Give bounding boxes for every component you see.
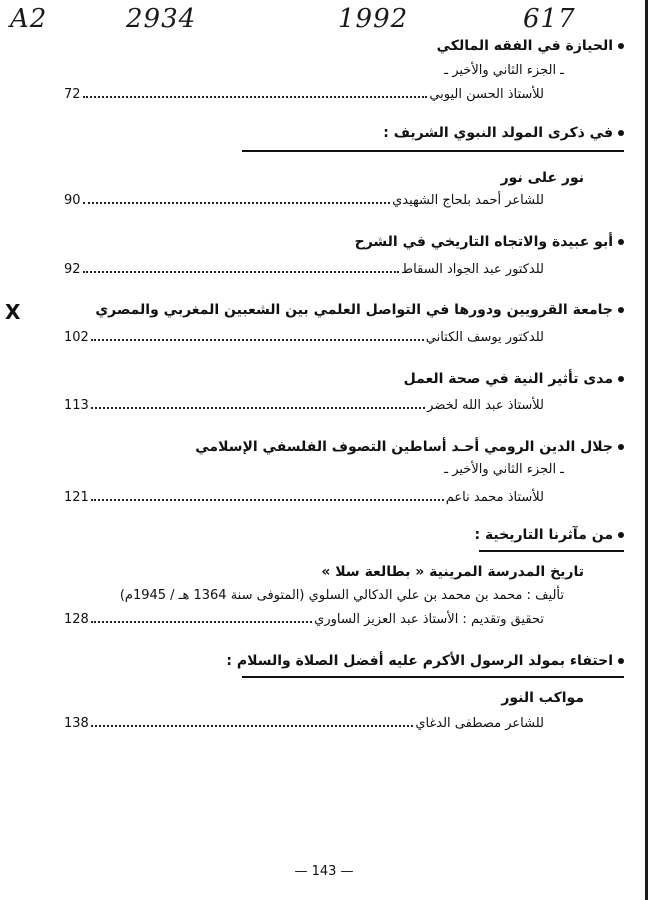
- toc-author: للأستاذ محمد ناعم: [445, 490, 544, 505]
- bullet-icon: [618, 307, 624, 313]
- toc-author-row[interactable]: [64, 262, 544, 280]
- toc-page-number: 90: [64, 193, 81, 208]
- side-mark: X: [5, 300, 21, 324]
- bullet-icon: [618, 239, 624, 245]
- toc-section-heading: في ذكرى المولد النبوي الشريف :: [383, 125, 624, 141]
- dot-leader: [91, 725, 414, 727]
- bullet-icon: [618, 376, 624, 382]
- bullet-icon: [618, 658, 624, 664]
- toc-author: للدكتور عبد الجواد السقاط: [401, 262, 544, 277]
- toc-subtitle: ـ الجزء الثاني والأخير ـ: [444, 63, 564, 78]
- toc-author-row[interactable]: [64, 193, 544, 211]
- toc-page-number: 72: [64, 87, 81, 102]
- bullet-icon: [618, 532, 624, 538]
- toc-heading: مدى تأثير النية في صحة العمل: [404, 371, 624, 387]
- toc-author-line: تأليف : محمد بن محمد بن علي الدكالي السلوي (المتوفى سنة 1364 هـ / 1945م): [119, 588, 564, 603]
- toc-page-number: 128: [64, 612, 89, 627]
- toc-page-number: 138: [64, 716, 89, 731]
- toc-section-heading: احتفاء بمولد الرسول الأكرم عليه أفضل الصلاة والسلام :: [226, 653, 624, 669]
- margin-note-number: 2934: [126, 4, 197, 34]
- toc-heading: جلال الدين الرومي أحـد أساطين التصوف الفلسفي الإسلامي: [195, 439, 624, 455]
- bullet-icon: [618, 444, 624, 450]
- toc-title: نور على نور: [500, 170, 584, 186]
- dot-leader: [83, 96, 428, 98]
- dot-leader: [91, 621, 312, 623]
- dot-leader: [83, 202, 391, 204]
- toc-title: مواكب النور: [501, 690, 584, 706]
- heading-underline: [242, 676, 624, 678]
- toc-author-row[interactable]: [64, 612, 544, 630]
- toc-page-number: 92: [64, 262, 81, 277]
- toc-page-number: 113: [64, 398, 89, 413]
- toc-page-number: 121: [64, 490, 89, 505]
- margin-note-id: 617: [523, 4, 576, 34]
- margin-note-year: 1992: [338, 4, 409, 34]
- toc-author: للشاعر أحمد بلحاج الشهيدي: [392, 193, 544, 208]
- heading-underline: [479, 550, 624, 552]
- toc-section-heading: من مآثرنا التاريخية :: [474, 527, 624, 543]
- toc-author-row[interactable]: [64, 330, 544, 348]
- toc-heading: الحيازة في الفقه المالكي: [437, 38, 624, 54]
- toc-author: للأستاذ الحسن اليوبي: [429, 87, 544, 102]
- dot-leader: [91, 339, 424, 341]
- toc-heading: أبو عبيدة والاتجاه التاريخي في الشرح: [355, 234, 624, 250]
- dot-leader: [91, 499, 444, 501]
- toc-author: للدكتور يوسف الكتاني: [425, 330, 544, 345]
- toc-title: تاريخ المدرسة المرينية « بطالعة سلا »: [321, 564, 584, 580]
- toc-author-row[interactable]: [64, 87, 544, 105]
- footer-page-number: — 143 —: [294, 864, 354, 879]
- bullet-icon: [618, 130, 624, 136]
- toc-author-row[interactable]: [64, 398, 544, 416]
- toc-author-row[interactable]: [64, 490, 544, 508]
- toc-author-row[interactable]: [64, 716, 544, 734]
- bullet-icon: [618, 43, 624, 49]
- margin-note-catalog: A2: [10, 4, 48, 34]
- heading-underline: [242, 150, 624, 152]
- dot-leader: [83, 271, 400, 273]
- dot-leader: [91, 407, 425, 409]
- toc-author: للشاعر مصطفى الدغاي: [415, 716, 544, 731]
- toc-page-number: 102: [64, 330, 89, 345]
- toc-subtitle: ـ الجزء الثاني والأخير ـ: [444, 462, 564, 477]
- toc-author: تحقيق وتقديم : الأستاذ عبد العزيز الساوري: [314, 612, 544, 627]
- toc-author: للأستاذ عبد الله لخضر: [427, 398, 544, 413]
- toc-heading: جامعة القرويين ودورها في التواصل العلمي بين الشعبين المغربي والمصري: [95, 302, 624, 318]
